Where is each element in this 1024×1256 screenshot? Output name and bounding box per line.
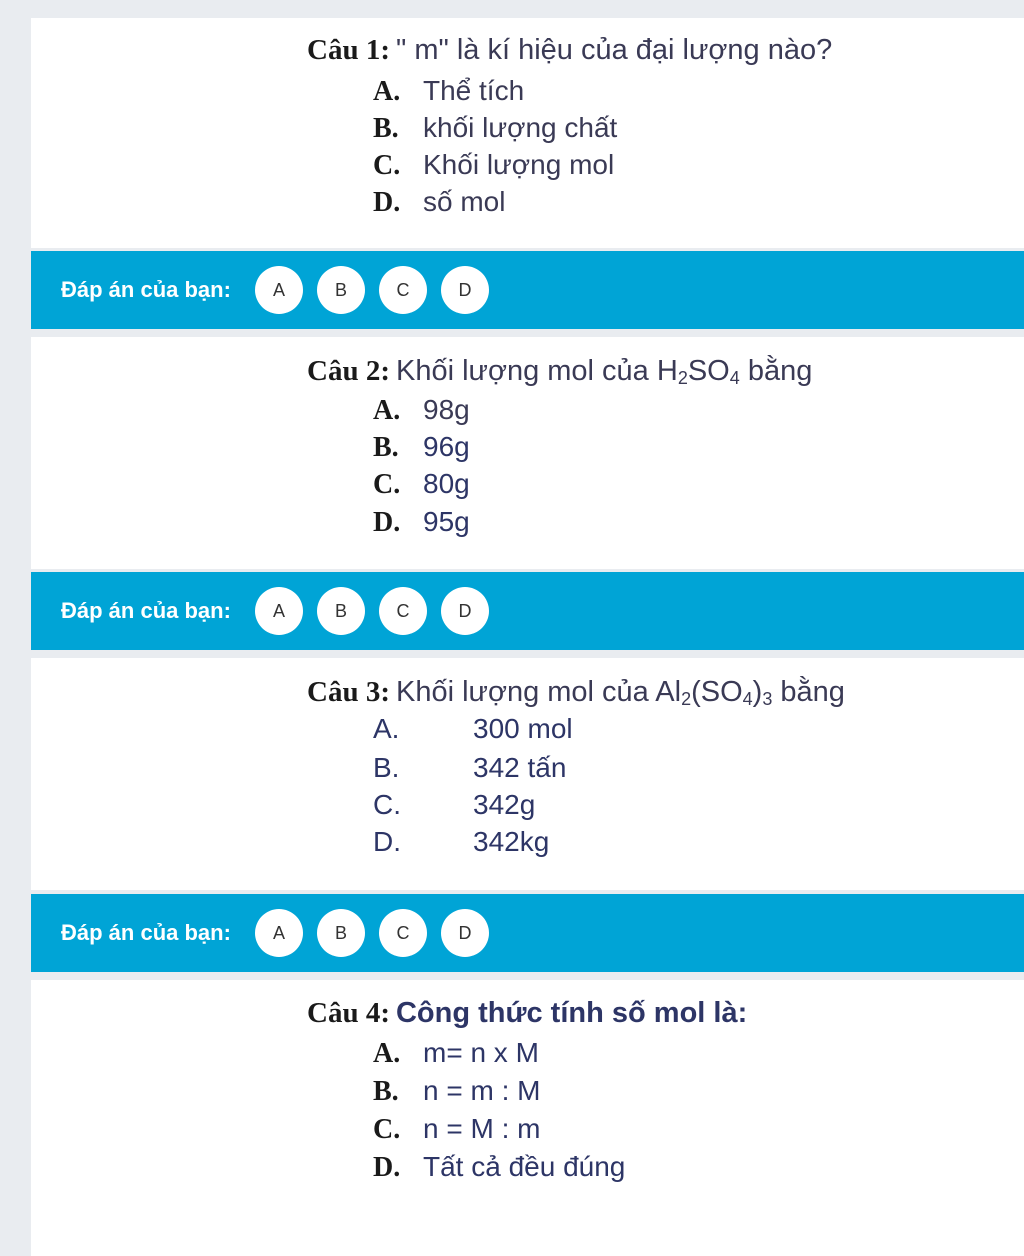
option-d: D. Tất cả đều đúng xyxy=(373,1151,626,1183)
option-b: B. khối lượng chất xyxy=(373,112,618,144)
question-number: Câu 4: xyxy=(307,997,390,1029)
answer-choice-b[interactable]: B xyxy=(317,266,365,314)
answer-choice-b[interactable]: B xyxy=(317,909,365,957)
question-number: Câu 2: xyxy=(307,355,390,387)
answer-bar-2 xyxy=(31,572,1024,650)
answer-choice-a[interactable]: A xyxy=(255,587,303,635)
question-text: Công thức tính số mol là: xyxy=(395,997,748,1029)
question-2-heading xyxy=(307,355,812,389)
option-a: A. 300 mol xyxy=(373,713,573,744)
answer-label: Đáp án của bạn: xyxy=(61,920,231,945)
option-b: B. n = m : M xyxy=(373,1075,541,1107)
answer-bar-3 xyxy=(31,894,1024,972)
question-text: Khối lượng mol của $H_2SO_4$ bằng xyxy=(395,355,813,388)
answer-choice-b[interactable]: B xyxy=(317,587,365,635)
question-4-heading xyxy=(307,997,747,1030)
question-1-heading xyxy=(307,34,832,67)
question-number: Câu 1: xyxy=(307,34,390,66)
option-c: C. Khối lượng mol xyxy=(373,149,615,181)
question-text: Khối lượng mol của $Al_2(SO_4)_3$ bằng xyxy=(395,676,845,709)
answer-choice-c[interactable]: C xyxy=(379,909,427,957)
option-d: D. 342kg xyxy=(373,826,550,857)
option-b: B. 96g xyxy=(373,431,470,463)
option-a: A. 98g xyxy=(373,394,470,426)
answer-choice-d[interactable]: D xyxy=(441,909,489,957)
answer-choice-a[interactable]: A xyxy=(255,266,303,314)
answer-choice-c[interactable]: C xyxy=(379,266,427,314)
answer-label: Đáp án của bạn: xyxy=(61,277,231,302)
answer-bar-1 xyxy=(31,251,1024,329)
option-d: D. số mol xyxy=(373,186,506,218)
answer-choice-d[interactable]: D xyxy=(441,587,489,635)
option-a: A. m= n x M xyxy=(373,1037,539,1069)
answer-choice-d[interactable]: D xyxy=(441,266,489,314)
option-c: C. 80g xyxy=(373,468,470,500)
option-c: C. n = M : m xyxy=(373,1113,541,1145)
question-text: " m" là kí hiệu của đại lượng nào? xyxy=(395,34,833,66)
option-c: C. 342g xyxy=(373,789,536,820)
answer-choice-c[interactable]: C xyxy=(379,587,427,635)
answer-choice-a[interactable]: A xyxy=(255,909,303,957)
option-a: A. Thể tích xyxy=(373,75,525,107)
option-b: B. 342 tấn xyxy=(373,752,567,783)
answer-label: Đáp án của bạn: xyxy=(61,598,231,623)
option-d: D. 95g xyxy=(373,506,470,538)
question-3-heading xyxy=(307,676,845,710)
question-number: Câu 3: xyxy=(307,676,390,708)
